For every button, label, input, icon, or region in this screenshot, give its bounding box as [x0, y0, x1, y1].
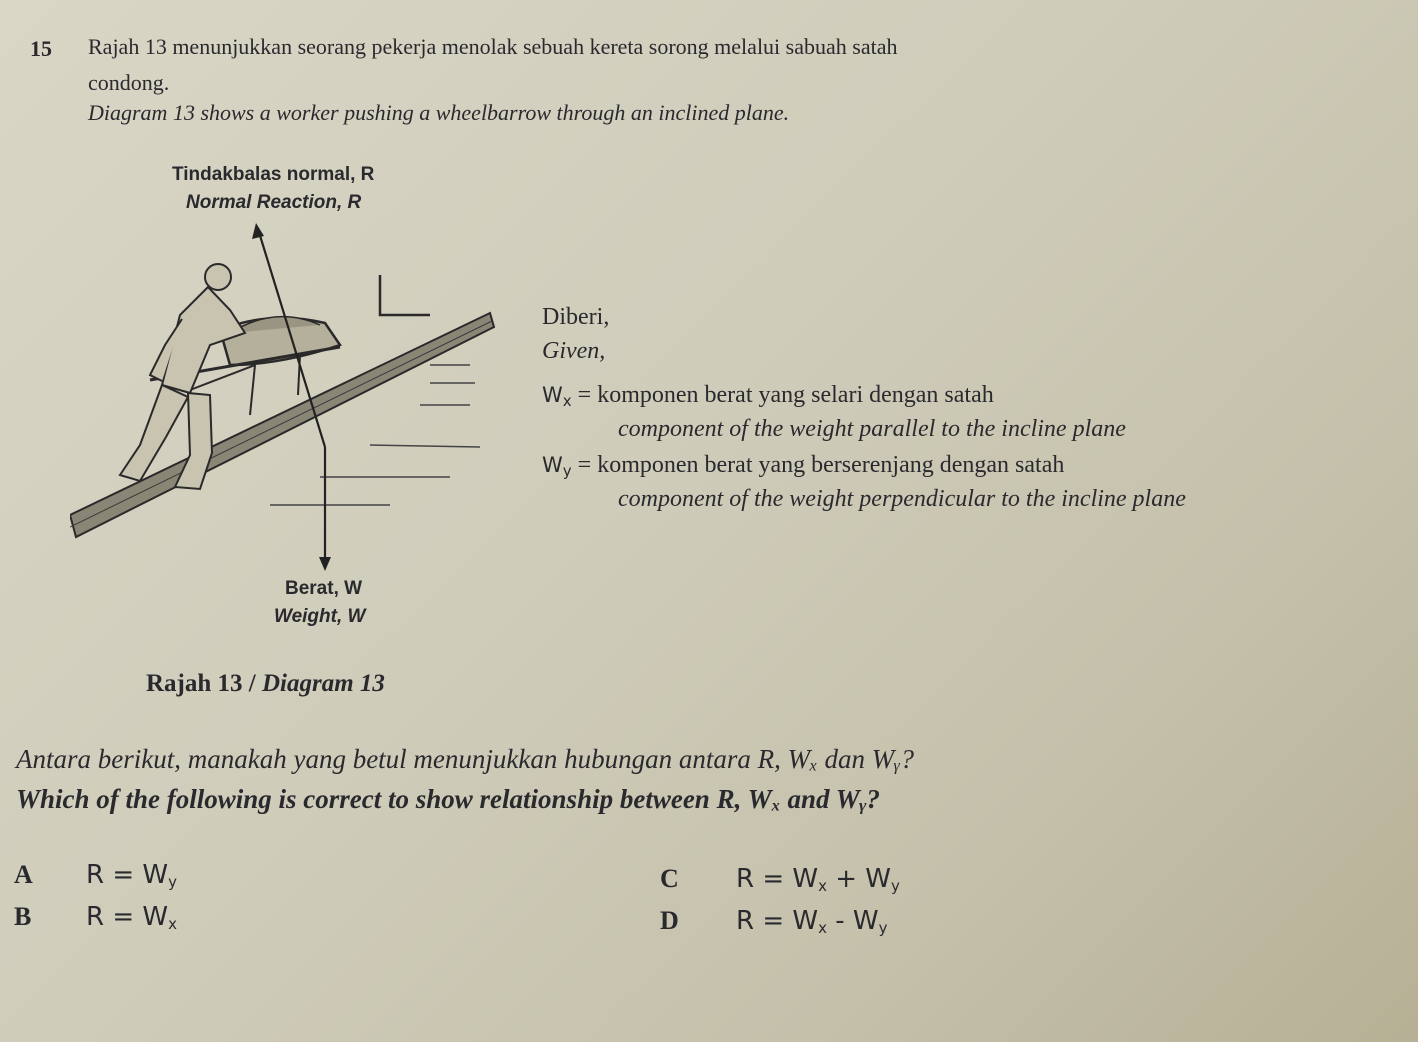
question-text-ms-cont: condong. [88, 70, 170, 95]
ask-text-en: Which of the following is correct to show relationship between R, Wₓ and Wᵧ? [16, 784, 881, 814]
option-a-expr: R = W [86, 860, 169, 890]
caption-en: Diagram 13 [261, 670, 385, 697]
wx-definition-en: component of the weight parallel to the incline plane [618, 416, 1126, 442]
given-label-ms: Diberi, [542, 304, 610, 330]
wheelbarrow-incline-diagram [70, 215, 510, 575]
wx-equals: = [577, 382, 592, 408]
wy-symbol: W [542, 453, 563, 477]
given-wx-line [542, 382, 994, 410]
option-b-letter[interactable]: B [14, 902, 32, 931]
option-b-sub: x [168, 915, 177, 933]
weight-label-ms: Berat, W [285, 578, 363, 599]
weight-label-en: Weight, W [274, 606, 366, 627]
given-label-en: Given, [542, 338, 606, 364]
option-d-sub2: y [878, 919, 888, 937]
caption-ms: Rajah 13 / [146, 670, 262, 697]
option-c-sub: x [818, 877, 827, 895]
option-d-expr: R = W [736, 906, 819, 936]
option-b-expression[interactable] [86, 902, 177, 933]
platform [380, 275, 430, 315]
wy-subscript: y [562, 462, 572, 480]
wy-definition-en: component of the weight perpendicular to the incline plane [618, 486, 1186, 512]
given-wy-line [542, 452, 1064, 480]
normal-reaction-label-en: Normal Reaction, R [186, 192, 362, 213]
question-text-ms: Rajah 13 menunjukkan seorang pekerja menolak sebuah kereta sorong melalui sabuah satah [88, 34, 898, 59]
option-a-letter[interactable]: A [14, 860, 33, 889]
option-d-rest: - W [826, 906, 879, 936]
diagram-caption [146, 670, 385, 698]
option-d-letter[interactable]: D [660, 906, 679, 935]
option-c-expr: R = W [736, 864, 819, 894]
normal-reaction-arrowhead [252, 223, 264, 239]
weight-arrowhead [319, 557, 331, 571]
option-c-expression[interactable] [736, 864, 900, 895]
option-c-rest: + W [826, 864, 892, 894]
option-c-letter[interactable]: C [660, 864, 679, 893]
wy-definition-ms: komponen berat yang berserenjang dengan satah [597, 452, 1065, 478]
wx-symbol: W [542, 383, 563, 407]
option-a-sub: y [168, 873, 177, 891]
wx-definition-ms: komponen berat yang selari dengan satah [597, 382, 994, 408]
option-c-sub2: y [891, 877, 900, 895]
ask-text-ms: Antara berikut, manakah yang betul menunjukkan hubungan antara R, Wₓ dan Wᵧ? [16, 744, 915, 774]
question-number: 15 [30, 36, 52, 61]
wy-equals: = [577, 452, 592, 478]
option-d-sub: x [818, 919, 827, 937]
wx-subscript: x [562, 392, 572, 410]
option-a-expression[interactable] [86, 860, 177, 891]
option-d-expression[interactable] [736, 906, 888, 937]
question-text-en: Diagram 13 shows a worker pushing a wheelbarrow through an inclined plane. [88, 100, 790, 125]
normal-reaction-label-ms: Tindakbalas normal, R [172, 164, 375, 185]
option-b-expr: R = W [86, 902, 169, 932]
